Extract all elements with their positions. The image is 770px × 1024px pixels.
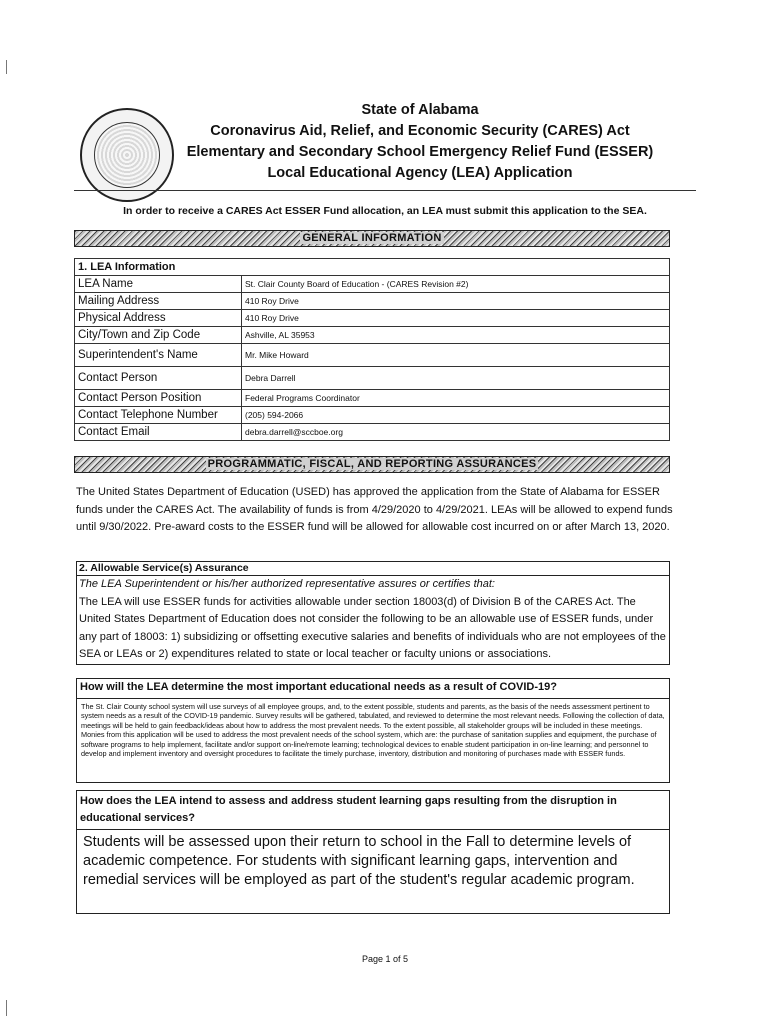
page-number: Page 1 of 5 [361,954,409,964]
table-row [75,310,670,327]
lea-information-table [74,258,670,441]
contact-telephone-label: Contact Telephone Number [75,407,242,424]
title-line-3: Elementary and Secondary School Emergency Relief Fund (ESSER) [186,144,654,160]
learning-gaps-answer[interactable]: Students will be assessed upon their return to school in the Fall to determine levels of academic competence. For students with significant learning gaps, intervention and remedial services will be employed as part of the student's regular academic program. [83,834,635,888]
physical-address-field[interactable]: 410 Roy Drive [242,310,670,327]
contact-telephone-field[interactable]: (205) 594-2066 [242,407,670,424]
city-zip-label: City/Town and Zip Code [75,327,242,344]
table-header-row [75,259,670,276]
title-line-4: Local Educational Agency (LEA) Application [267,165,573,181]
intro-instruction: In order to receive a CARES Act ESSER Fund allocation, an LEA must submit this application to the SEA. [123,205,647,217]
assurance-body: The LEA will use ESSER funds for activities allowable under section 18003(d) of Division B of the CARES Act. The United States Department of Education does not consider the following to be an allowable use of ESSER funds, under any part of 18003: 1) subsidizing or offsetting executive salaries and benefits of individuals who are not employees of the SEA or LEAs or 2) expenditures related to state or local teacher or faculty unions or associations. [79,595,666,660]
assurances-label: PROGRAMMATIC, FISCAL, AND REPORTING ASSURANCES [207,458,537,470]
title-line-1: State of Alabama [361,102,479,118]
mailing-address-field[interactable]: 410 Roy Drive [242,293,670,310]
contact-position-field[interactable]: Federal Programs Coordinator [242,390,670,407]
superintendent-name-label: Superintendent's Name [75,344,242,367]
educational-needs-question: How will the LEA determine the most important educational needs as a result of COVID-19? [77,679,669,699]
contact-email-label: Contact Email [75,424,242,441]
general-information-label: GENERAL INFORMATION [302,232,442,244]
allowable-services-section [76,561,670,665]
lea-information-heading: 1. LEA Information [75,259,670,276]
table-row [75,390,670,407]
assurance-intro: The LEA Superintendent or his/her authorized representative assures or certifies that: [79,578,495,590]
contact-person-label: Contact Person [75,367,242,390]
physical-address-label: Physical Address [75,310,242,327]
title-divider [74,190,696,191]
approval-paragraph: The United States Department of Education (USED) has approved the application from the State of Alabama for ESSER funds under the CARES Act. The availability of funds is from 4/29/2020 to 4/29/2021. LEAs will be allowed to expend funds until 9/30/2022. Pre-award costs to the ESSER fund will be allowed for allowable cost incurred on or after March 13, 2020. [76,486,673,533]
scan-edge-mark [6,60,7,74]
learning-gaps-section [76,790,670,914]
document-title [150,100,690,184]
table-row [75,276,670,293]
contact-email-field[interactable]: debra.darrell@sccboe.org [242,424,670,441]
table-row [75,293,670,310]
mailing-address-label: Mailing Address [75,293,242,310]
educational-needs-answer[interactable]: The St. Clair County school system will use surveys of all employee groups, and, to the extent possible, students and parents, as the basis of the needs assessment pertinent to system needs as a result of the COVID-19 pandemic. Survey results will be gathered, tabulated, and reviewed to determine the most relevant needs. Following the collection of data, meetings will be held to gain feedback/ideas about how to address the most prevalent needs. To the extent possible, all stakeholder groups will be included in these meetings. Monies from this application will be used to address the most prevalent needs of the school system, which are: the purchase of sanitation supplies and equipment, the purchase of software programs to help implement, facilitate and/or support on-line/remote learning; technological devices to enable student participation in on-line learning; and personnel to develop and implement inventory and oversight procedures to facilitate the timely purchase, inventory, distribution and monitoring of purchases made with ESSER funds. [81,702,665,759]
lea-name-field[interactable]: St. Clair County Board of Education - (CARES Revision #2) [242,276,670,293]
general-information-banner [74,230,670,247]
title-line-2: Coronavirus Aid, Relief, and Economic Security (CARES) Act [210,123,630,139]
table-row [75,424,670,441]
lea-name-label: LEA Name [75,276,242,293]
scan-edge-mark [6,1000,7,1016]
educational-needs-section [76,678,670,783]
table-row [75,367,670,390]
learning-gaps-question: How does the LEA intend to assess and address student learning gaps resulting from the disruption in educational services? [77,791,669,830]
table-row [75,344,670,367]
allowable-services-heading: 2. Allowable Service(s) Assurance [77,562,669,576]
contact-position-label: Contact Person Position [75,390,242,407]
table-row [75,407,670,424]
table-row [75,327,670,344]
city-zip-field[interactable]: Ashville, AL 35953 [242,327,670,344]
contact-person-field[interactable]: Debra Darrell [242,367,670,390]
superintendent-name-field[interactable]: Mr. Mike Howard [242,344,670,367]
assurances-banner [74,456,670,473]
